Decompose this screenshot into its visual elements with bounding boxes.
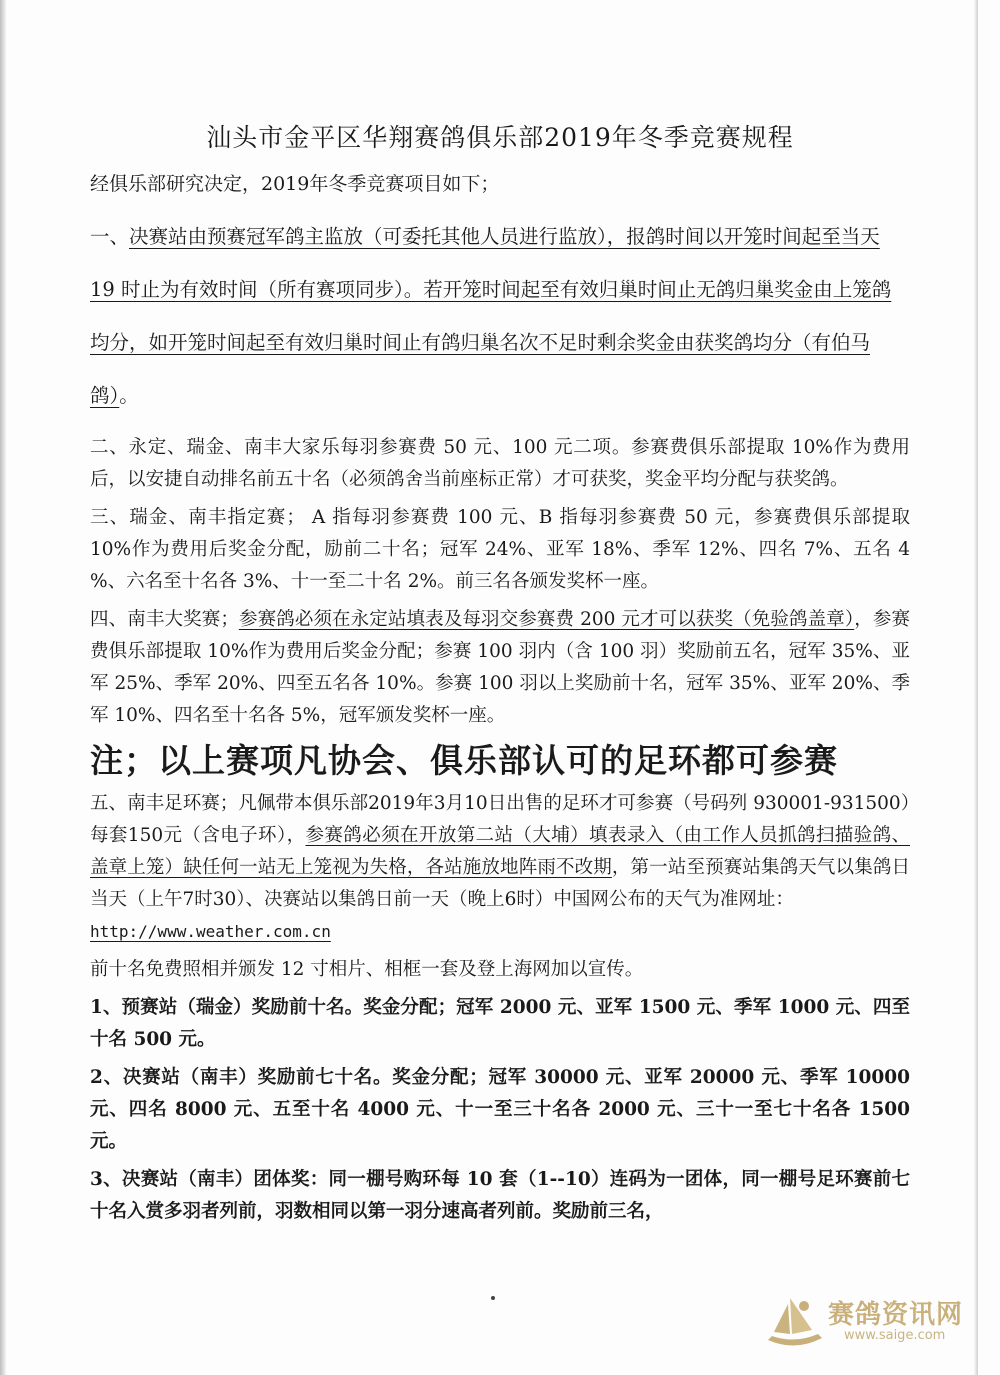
section-3: 三、瑞金、南丰指定赛； A 指每羽参赛费 100 元、B 指每羽参赛费 50 元，参赛费俱乐部提取 10%作为费用后奖金分配，励前二十名；冠军 24%、亚军 18%、季军 12%、四名 7%、五名 4 %、六名至十名各 3%、十一至二十名 2%。前三名各颁发奖杯一座。 <box>90 507 910 592</box>
section-1-prefix: 一、 <box>90 225 130 248</box>
section-1-suffix: 。 <box>119 384 139 407</box>
list-item: 3、决赛站（南丰）团体奖：同一棚号购环每 10 套（1--10）连码为一团体，同一棚号足环赛前七十名入赏多羽者列前，羽数相同以第一羽分速高者列前。奖励前三名， <box>90 1169 910 1222</box>
section-5-part1: 五、南丰足环赛；凡佩带本俱乐部2019年3月10日出售的足环才可参赛（号码列 930001-931500）每套150元（含电子环）， <box>90 793 910 846</box>
document-body <box>90 118 910 1228</box>
section-4-underlined: 参赛鸽必须在永定站填表及每羽交参赛费 200 元才可以获奖（免验鸽盖章） <box>238 609 855 630</box>
pigeon-sail-logo-icon <box>760 1290 830 1354</box>
section-1 <box>90 210 910 422</box>
scan-edge-left <box>0 0 6 1375</box>
section-5-after: 前十名免费照相并颁发 12 寸相片、相框一套及登上海网加以宣传。 <box>90 959 644 980</box>
list-item: 1、预赛站（瑞金）奖励前十名。奖金分配；冠军 2000 元、亚军 1500 元、季军 1000 元、四至十名 500 元。 <box>90 997 910 1050</box>
watermark <box>760 1288 980 1358</box>
section-4-prefix: 四、南丰大奖赛； <box>90 609 239 630</box>
section-5 <box>90 788 910 948</box>
document-title: 汕头市金平区华翔赛鸽俱乐部2019年冬季竞赛规程 <box>206 123 794 152</box>
note-heading: 注；以上赛项凡协会、俱乐部认可的足环都可参赛 <box>90 741 838 780</box>
section-2: 二、永定、瑞金、南丰大家乐每羽参赛费 50 元、100 元二项。参赛费俱乐部提取 10%作为费用后，以安捷自动排名前五十名（必须鸽舍当前座标正常）才可获奖，奖金平均分配与获奖鸽。 <box>90 437 910 490</box>
watermark-url: www.saige.com <box>844 1328 946 1343</box>
section-5-part2: ，第一站至预赛站集鸽天气以集鸽日当天（上午7时30）、决赛站以集鸽日前一天（晚上6时）中国网公布的天气为准网址： <box>90 857 910 910</box>
section-1-underlined: 决赛站由预赛冠军鸽主监放（可委托其他人员进行监放），报鸽时间以开笼时间起至当天 19 时止为有效时间（所有赛项同步）。若开笼时间起至有效归巢时间止无鸽归巢奖金由上笼鸽均分，如开笼时间起至有效归巢时间止有鸽归巢名次不足时剩余奖金由获奖鸽均分（有伯马鸽） <box>90 225 892 407</box>
watermark-text: 赛鸽资讯网 <box>828 1300 964 1330</box>
scan-edge-right <box>974 0 978 1375</box>
section-5-underlined: 参赛鸽必须在开放第二站（大埔）填表录入（由工作人员抓鸽扫描验鸽、盖章上笼）缺任何一站无上笼视为失格，各站施放地阵雨不改期 <box>90 825 910 878</box>
intro-line: 经俱乐部研究决定，2019年冬季竞赛项目如下； <box>90 173 500 195</box>
scan-dot <box>491 1296 495 1300</box>
section-4 <box>90 604 910 732</box>
section-4-rest: ，参赛费俱乐部提取 10%作为费用后奖金分配；参赛 100 羽内（含 100 羽）奖励前五名，冠军 35%、亚军 25%、季军 20%、四至五名各 10%。参赛 100 羽以上奖励前十名，冠军 35%、亚军 20%、季军 10%、四名至十名各 5%，冠军颁发奖杯一座。 <box>90 609 910 726</box>
list-item: 2、决赛站（南丰）奖励前七十名。奖金分配；冠军 30000 元、亚军 20000 元、季军 10000 元、四名 8000 元、五至十名 4000 元、十一至三十名各 2000 元、三十一至七十名各 1500 元。 <box>90 1067 910 1152</box>
weather-url: http://www.weather.com.cn <box>90 922 331 941</box>
